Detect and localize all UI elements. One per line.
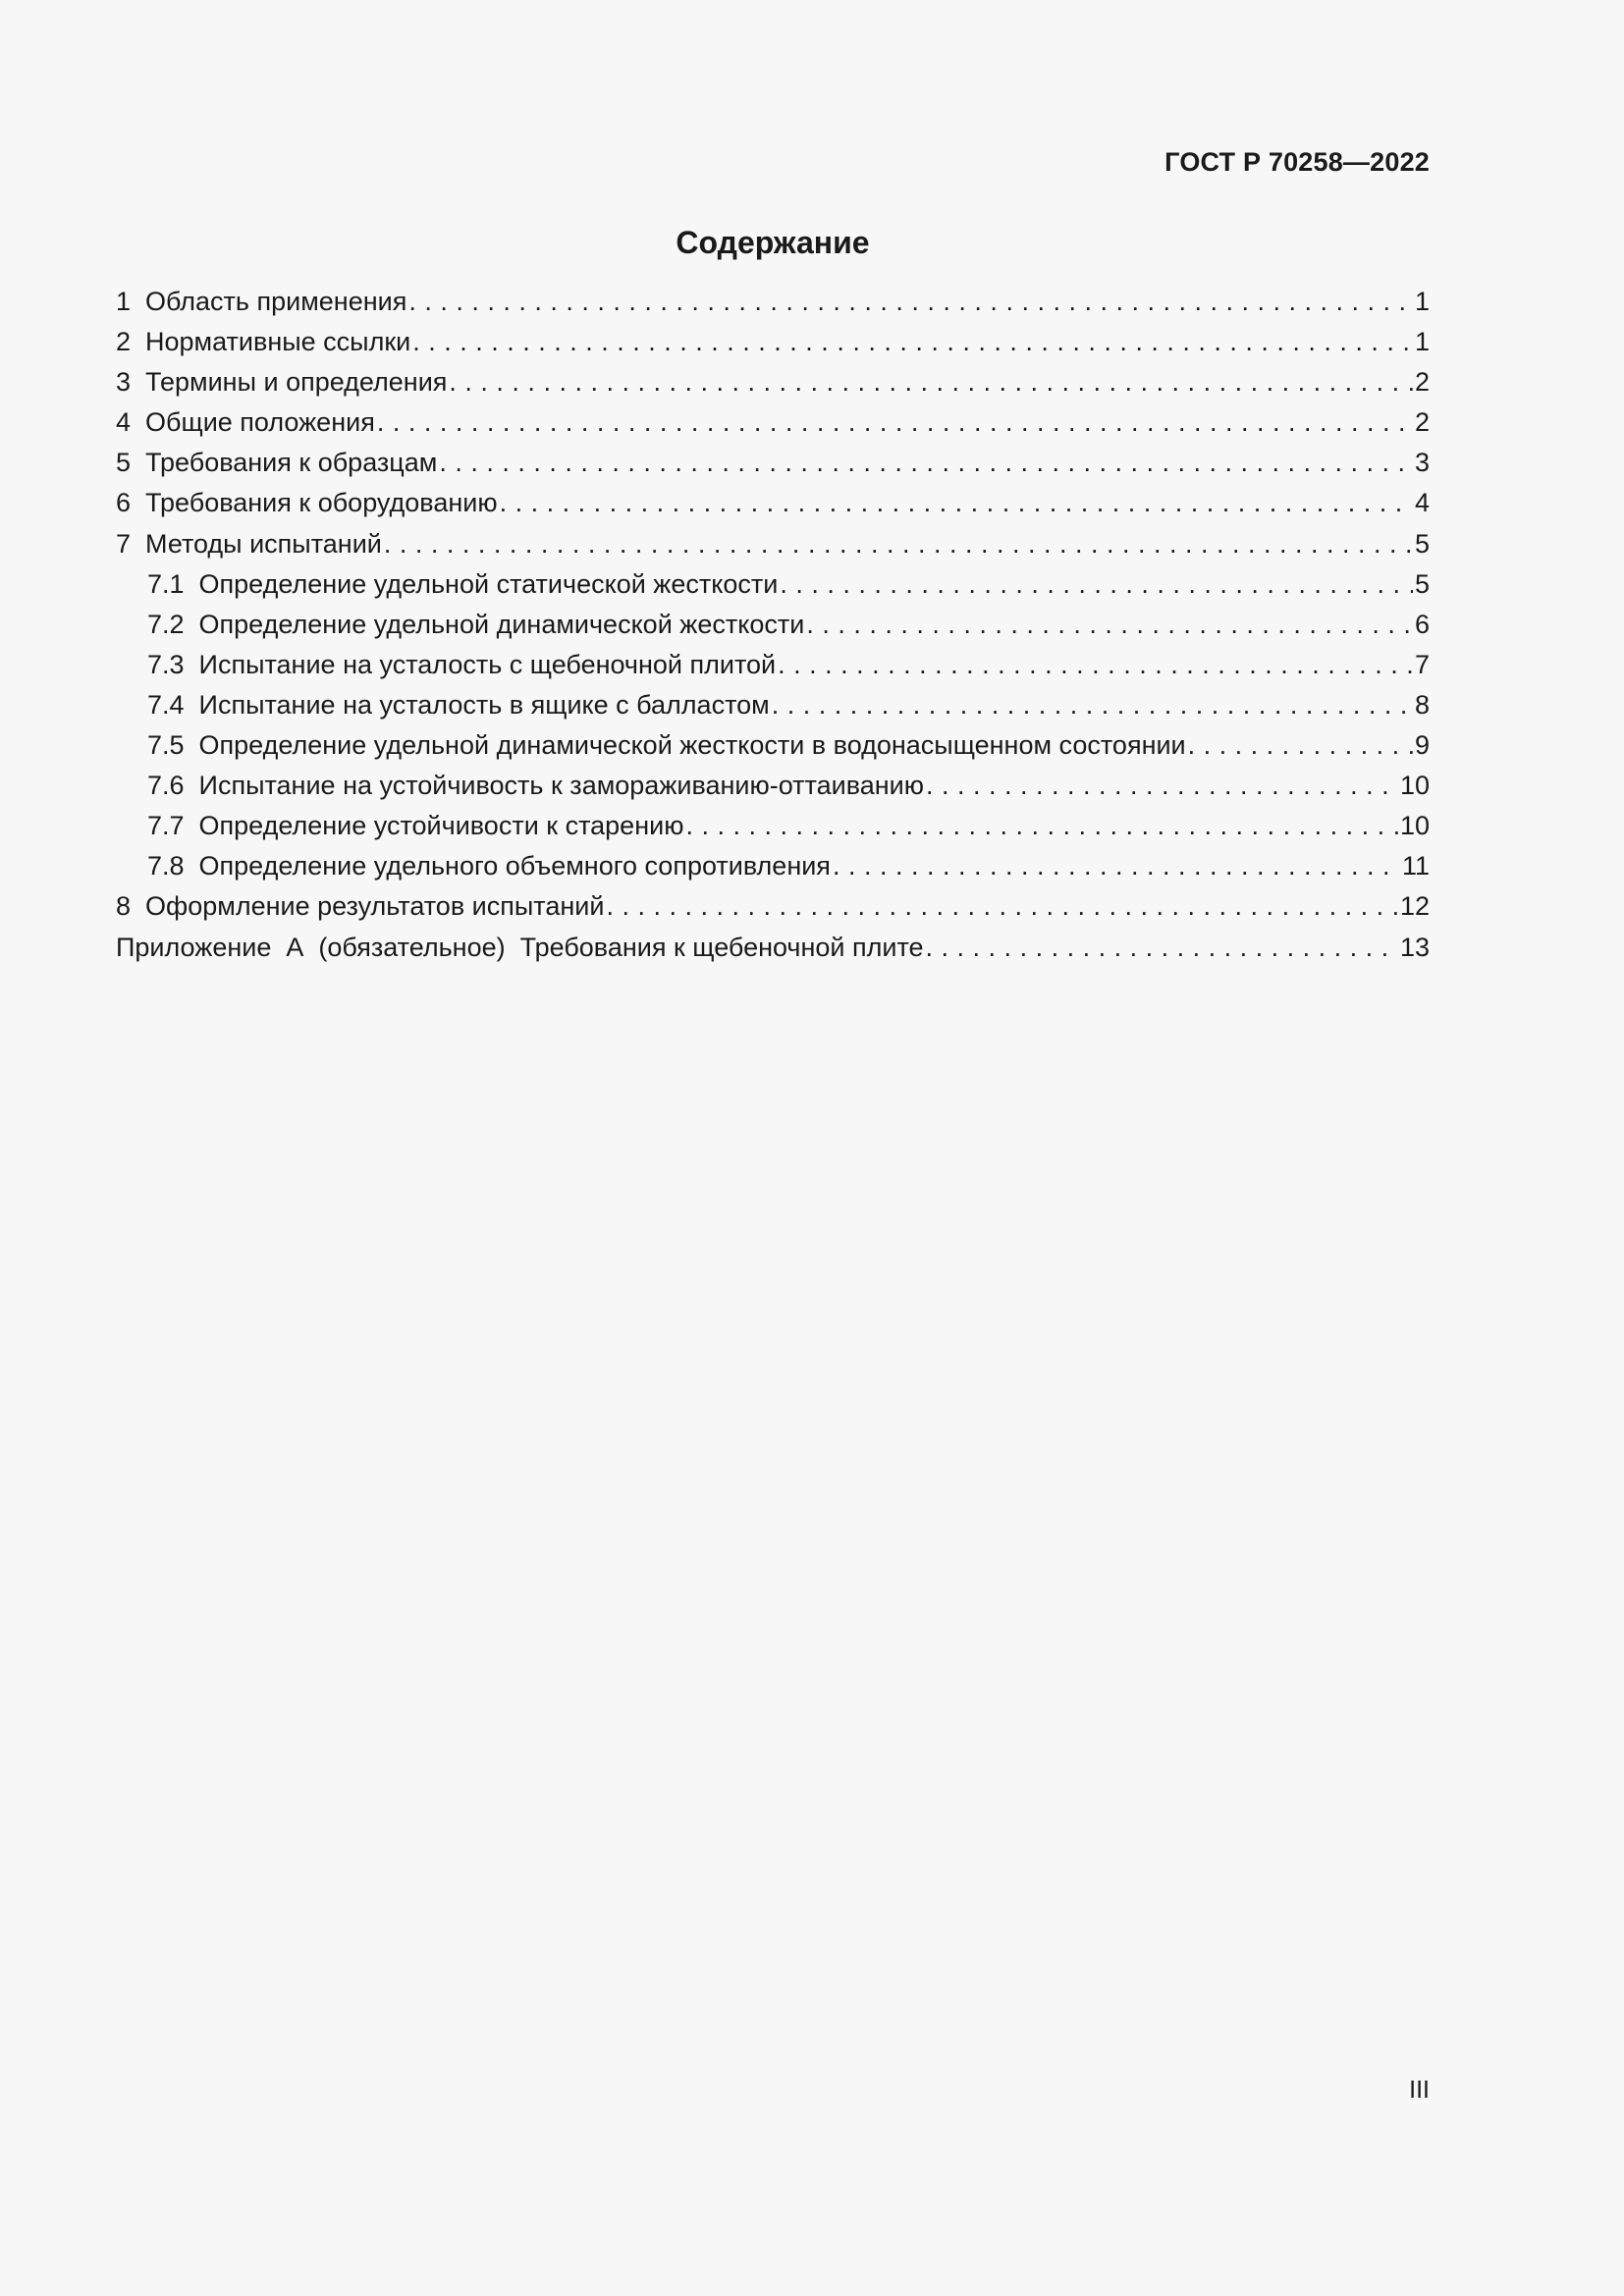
toc-entry-title: Методы испытаний	[145, 528, 382, 559]
toc-dot-leader	[806, 605, 1413, 645]
toc-dot-leader	[377, 402, 1413, 443]
toc-entry-page: 8	[1414, 689, 1430, 720]
toc-entry-page: 9	[1414, 730, 1430, 761]
toc-entry-7-6[interactable]	[116, 766, 1430, 806]
toc-entry-7-4[interactable]	[116, 685, 1430, 725]
toc-entry-7-7[interactable]	[116, 806, 1430, 846]
toc-entry-title: Определение удельной динамической жесткости в водонасыщенном состоянии	[198, 730, 1186, 761]
toc-entry-title: Требования к образцам	[145, 448, 438, 478]
toc-entry-page: 12	[1399, 891, 1430, 922]
toc-entry-number: 8	[116, 891, 132, 922]
toc-entry-title: Общие положения	[145, 407, 375, 438]
toc-entry-5[interactable]	[116, 443, 1430, 483]
toc-entry-page: 5	[1414, 528, 1430, 559]
toc-entry-page: 1	[1414, 287, 1430, 316]
toc-entry-title: Область применения	[145, 287, 407, 316]
toc-entry-number: 7.5	[147, 730, 185, 761]
toc-entry-page: 7	[1414, 649, 1430, 679]
toc-dot-leader	[772, 685, 1413, 725]
toc-entry-page: 1	[1414, 327, 1430, 357]
toc-entry-page: 4	[1414, 488, 1430, 518]
toc-entry-title: Определение удельной статической жесткости	[198, 568, 779, 599]
toc-dot-leader	[1188, 725, 1413, 766]
toc-entry-number: 6	[116, 488, 132, 518]
toc-entry-page: 10	[1399, 771, 1430, 801]
toc-entry-7[interactable]	[116, 524, 1430, 564]
toc-entry-number: 7.1	[147, 568, 185, 599]
toc-entry-number: 7.6	[147, 771, 185, 801]
toc-entry-number: 7.2	[147, 609, 185, 639]
toc-entry-title: Нормативные ссылки	[145, 327, 411, 357]
toc-entry-number: 7	[116, 528, 132, 559]
table-of-contents	[116, 282, 1430, 968]
toc-entry-7-8[interactable]	[116, 846, 1430, 886]
toc-entry-6[interactable]	[116, 483, 1430, 523]
toc-entry-number: 4	[116, 407, 132, 438]
toc-entry-page: 13	[1399, 932, 1430, 962]
toc-dot-leader	[685, 806, 1398, 846]
toc-entry-2[interactable]	[116, 322, 1430, 362]
toc-dot-leader	[439, 443, 1413, 483]
toc-dot-leader	[606, 886, 1398, 927]
toc-entry-number: 7.7	[147, 811, 185, 841]
toc-entry-number: 5	[116, 448, 132, 478]
toc-dot-leader	[408, 282, 1413, 322]
toc-dot-leader	[926, 928, 1398, 968]
toc-dot-leader	[778, 645, 1413, 685]
toc-dot-leader	[412, 322, 1413, 362]
toc-entry-1[interactable]	[116, 282, 1430, 322]
toc-entry-number: 1	[116, 287, 132, 316]
toc-entry-number: 7.3	[147, 649, 185, 679]
toc-entry-title: Оформление результатов испытаний	[145, 891, 605, 922]
toc-dot-leader	[384, 524, 1413, 564]
toc-entry-title: Испытание на усталость с щебеночной плитой	[198, 649, 777, 679]
toc-dot-leader	[833, 846, 1400, 886]
toc-entry-number: 7.8	[147, 851, 185, 881]
toc-entry-number: 7.4	[147, 689, 185, 720]
toc-entry-7-3[interactable]	[116, 645, 1430, 685]
toc-entry-title: Определение устойчивости к старению	[198, 811, 684, 841]
toc-entry-title: Термины и определения	[145, 367, 448, 398]
toc-dot-leader	[780, 564, 1413, 605]
toc-entry-appendix-a[interactable]	[116, 928, 1430, 968]
toc-entry-title: Приложение А (обязательное) Требования к щебеночной плите	[116, 932, 924, 962]
toc-dot-leader	[500, 483, 1413, 523]
toc-entry-page: 3	[1414, 448, 1430, 478]
toc-entry-page: 5	[1414, 568, 1430, 599]
toc-entry-3[interactable]	[116, 362, 1430, 402]
toc-entry-page: 10	[1399, 811, 1430, 841]
toc-entry-number: 2	[116, 327, 132, 357]
document-code: ГОСТ Р 70258—2022	[1164, 147, 1430, 177]
toc-entry-page: 2	[1414, 367, 1430, 398]
toc-entry-page: 2	[1414, 407, 1430, 438]
toc-entry-title: Испытание на устойчивость к замораживанию-оттаиванию	[198, 771, 924, 801]
toc-entry-8[interactable]	[116, 886, 1430, 927]
toc-entry-page: 11	[1401, 851, 1430, 881]
toc-entry-4[interactable]	[116, 402, 1430, 443]
toc-entry-title: Испытание на усталость в ящике с балластом	[198, 689, 770, 720]
toc-title: Содержание	[676, 225, 870, 260]
toc-entry-7-2[interactable]	[116, 605, 1430, 645]
toc-entry-title: Требования к оборудованию	[145, 488, 498, 518]
toc-dot-leader	[449, 362, 1413, 402]
toc-entry-page: 6	[1414, 609, 1430, 639]
toc-dot-leader	[926, 766, 1398, 806]
toc-entry-title: Определение удельного объемного сопротивления	[198, 851, 831, 881]
toc-entry-7-5[interactable]	[116, 725, 1430, 766]
toc-entry-title: Определение удельной динамической жесткости	[198, 609, 805, 639]
page-number: III	[1409, 2076, 1430, 2104]
toc-entry-7-1[interactable]	[116, 564, 1430, 605]
toc-entry-number: 3	[116, 367, 132, 398]
